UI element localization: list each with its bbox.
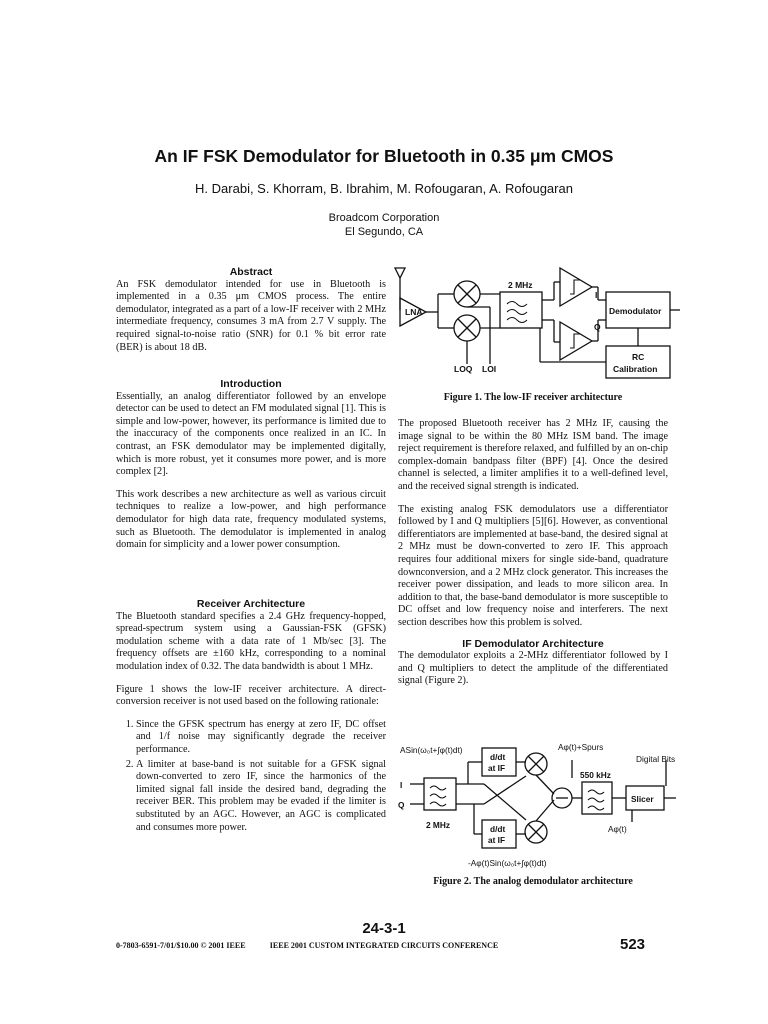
receiver-architecture-heading: Receiver Architecture bbox=[196, 598, 306, 610]
aphi-label: Aφ(t) bbox=[608, 824, 627, 834]
abstract-text: An FSK demodulator intended for use in Bluetooth is implemented in a 0.35 μm CMOS process. The entire demodulator, integrated as a part of a low-IF receiver with 2 MHz intermediate frequency, consumes 3 mA from 2.7 V supply. The required signal-to-noise ratio (SNR) for 0.1 % bit error rate (BER) is about 18 dB. bbox=[116, 278, 386, 353]
page-number: 523 bbox=[620, 936, 646, 953]
limiter-q-triangle bbox=[560, 322, 592, 360]
affiliation-organization: Broadcom Corporation bbox=[328, 212, 440, 224]
receiver-paragraph-2: Figure 1 shows the low-IF receiver architecture. A direct-conversion receiver is not used based on the following rationale: bbox=[116, 683, 386, 708]
input-signal-label: ASin(ω₀t+∫φ(t)dt) bbox=[400, 745, 463, 755]
right-paragraph-2: The existing analog FSK demodulators use a differentiator followed by I and Q multipliers [5][6]. However, as conventional differentiators are implemented at base-band, the desired signal at 2 MHz must be down-converted to zero IF. This approach requires four additional mixers for single side-band, quadrature downconversion, and a 2 MHz clock generator. This increases the receiver power dissipation, and leads to more silicon area. In addition to that, the base-band demodulator is more susceptible to DC offset and low frequency noise and interferers. The next section describes how this problem is solved. bbox=[398, 503, 668, 628]
right-paragraph-3: The demodulator exploits a 2-MHz differentiator followed by I and Q multipliers to detect the amplitude of the differentiated signal (Figure 2). bbox=[398, 650, 668, 687]
q-label: Q bbox=[594, 322, 601, 332]
list-item: 2. A limiter at base-band is not suitable for a GFSK signal down-converted to zero IF, since the harmonics of the limited signal fall inside the desired band, degrading the receiver BER. This problem may be evaded if the limiter is substituted by an AGC. However, an AGC is complicated and consumes more power. bbox=[136, 759, 386, 835]
figure-2-caption bbox=[398, 876, 668, 887]
bpf-label: 2 MHz bbox=[426, 820, 450, 830]
figure-1-caption-text: Figure 1. The low-IF receiver architecture bbox=[443, 392, 623, 403]
if-demodulator-heading: IF Demodulator Architecture bbox=[462, 637, 604, 650]
lna-label: LNA bbox=[405, 307, 423, 317]
ddt-top-label: d/dt bbox=[490, 752, 506, 762]
list-item: 1. Since the GFSK spectrum has energy at zero IF, DC offset and 1/f noise may significantly degrade the receiver performance. bbox=[136, 719, 386, 757]
rc-label: RC bbox=[632, 352, 645, 362]
introduction-paragraph-1: Essentially, an analog differentiator followed by an envelope detector can be used to detect an FM modulated signal [1]. This is simple and low-power, however, its performance is limited due to the inaccuracy of the components once realized in an IC. In contrast, an FSK demodulator may be implemented digitally, which is more robust, yet it consumes more power, and is more complex [2]. bbox=[116, 390, 386, 478]
limiter-i-triangle bbox=[560, 268, 592, 306]
figure-2-demodulator-diagram bbox=[394, 738, 684, 874]
bpf-label: 2 MHz bbox=[508, 280, 533, 290]
i-label: I bbox=[595, 290, 598, 300]
copyright-line: 0-7803-6591-7/01/$10.00 © 2001 IEEE bbox=[116, 941, 246, 950]
introduction-paragraph-2: This work describes a new architecture as well as various circuit techniques to realize a low-power, and high performance demodulator for high data rate, frequency modulated systems, such as Bluetooth. The demodulator is implemented in analog domain for simplicity and a lower power consumption. bbox=[116, 488, 386, 551]
conference-name: IEEE 2001 CUSTOM INTEGRATED CIRCUITS CONFERENCE bbox=[269, 941, 499, 950]
introduction-heading: Introduction bbox=[220, 378, 282, 390]
rationale-list bbox=[116, 719, 386, 834]
right-paragraph-1: The proposed Bluetooth receiver has 2 MHz IF, causing the image signal to be within the 80 MHz ISM band. The image reject requirement is therefore relaxed, and fulfilled by an on-chip complex-domain bandpass filter (BPF) [4]. Once the desired channel is selected, a limiter amplifies it to a well-defined level, and the received signal strength is indicated. bbox=[398, 418, 668, 492]
spurs-label: Aφ(t)+Spurs bbox=[558, 742, 604, 752]
affiliation-location: El Segundo, CA bbox=[344, 226, 424, 238]
abstract-section bbox=[116, 266, 386, 354]
demodulator-label: Demodulator bbox=[609, 306, 662, 316]
paper-title: An IF FSK Demodulator for Bluetooth in 0.35 μm CMOS bbox=[154, 146, 614, 166]
author-list: H. Darabi, S. Khorram, B. Ibrahim, M. Rofougaran, A. Rofougaran bbox=[195, 181, 573, 196]
figure-1-caption bbox=[398, 392, 668, 403]
lpf-label: 550 kHz bbox=[580, 770, 611, 780]
i-input-label: I bbox=[400, 780, 403, 790]
loq-label: LOQ bbox=[454, 364, 473, 374]
abstract-heading: Abstract bbox=[229, 266, 273, 278]
loi-label: LOI bbox=[482, 364, 497, 374]
q-input-label: Q bbox=[398, 800, 405, 810]
receiver-architecture-section bbox=[116, 598, 386, 836]
figure-2-caption-text: Figure 2. The analog demodulator architecture bbox=[433, 876, 633, 887]
calibration-label: Calibration bbox=[613, 364, 658, 374]
right-column-body bbox=[398, 418, 668, 688]
ddt-bottom-label: d/dt bbox=[490, 824, 506, 834]
introduction-section bbox=[116, 378, 386, 552]
slicer-label: Slicer bbox=[631, 794, 654, 804]
ddt-top-sublabel: at IF bbox=[488, 763, 506, 773]
session-code: 24-3-1 bbox=[362, 920, 406, 937]
receiver-paragraph-1: The Bluetooth standard specifies a 2.4 GHz frequency-hopped, spread-spectrum system using a Gaussian-FSK (GFSK) modulation scheme with a data rate of 1 Mb/sec [3]. The frequency offsets are ±160 kHz, corresponding to a nominal modulation index of 0.32. The data bandwidth is about 1 MHz. bbox=[116, 610, 386, 672]
antenna-icon bbox=[395, 268, 405, 278]
figure-1-receiver-diagram bbox=[392, 264, 682, 384]
output-signal-label: -Aφ(t)Sin(ω₀t+∫φ(t)dt) bbox=[468, 858, 547, 868]
digital-bits-label: Digital Bits bbox=[636, 754, 676, 764]
ddt-bottom-sublabel: at IF bbox=[488, 835, 506, 845]
